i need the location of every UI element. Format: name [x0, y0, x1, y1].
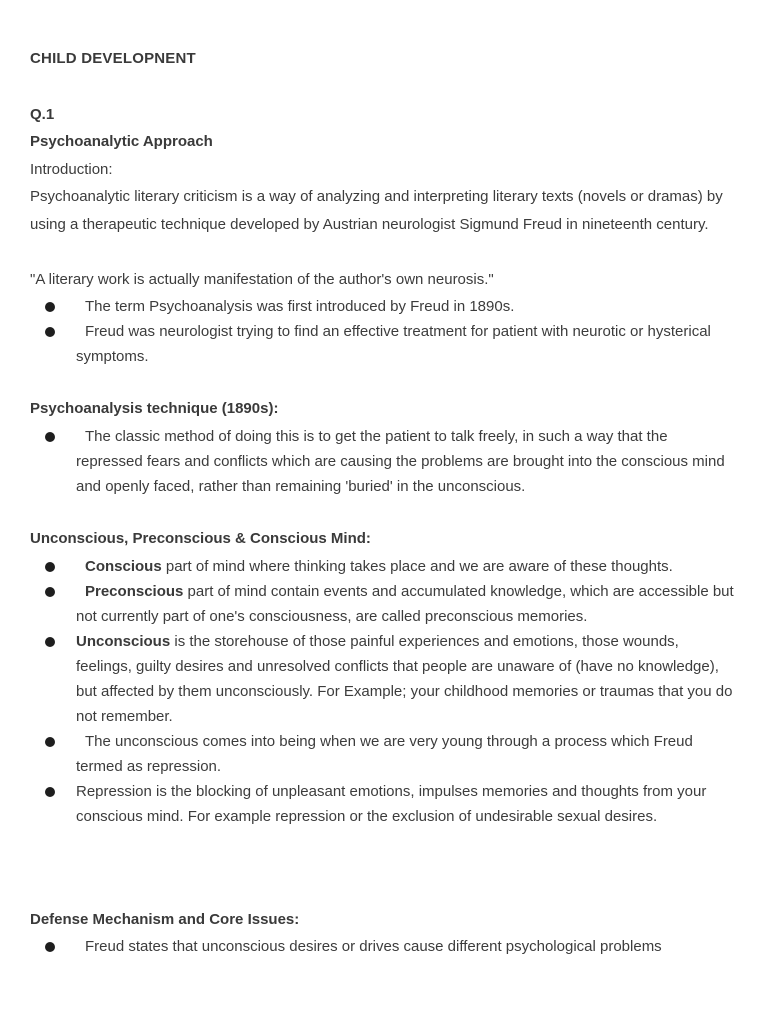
section4-bullet-list: [30, 934, 735, 959]
bullet-dot-icon: [45, 737, 55, 747]
bullet-text: Freud states that unconscious desires or drives cause different psychological problems: [85, 938, 662, 955]
term-unconscious: Unconscious: [76, 633, 171, 650]
section2-bullet-list: [30, 424, 735, 499]
list-item: [30, 729, 735, 779]
list-item: [30, 629, 735, 729]
section1-bullet-list: [30, 294, 735, 369]
bullet-text: is the storehouse of those painful experiences and emotions, those wounds, feelings, guilty desires and unresolved conflicts that people are unaware of (have no knowledge), but affected by them unconsciously. For Example; your childhood memories or traumas that you do not remember.: [76, 633, 733, 725]
list-item: [30, 579, 735, 629]
list-item: [30, 554, 735, 579]
introduction-label: Introduction:: [30, 161, 113, 178]
section-heading-psychoanalytic-approach: Psychoanalytic Approach: [30, 133, 213, 150]
list-item: [30, 294, 735, 319]
bullet-text: The classic method of doing this is to get the patient to talk freely, in such a way that the repressed fears and conflicts which are causing the problems are brought into the conscious mind and openly faced, rather than remaining 'buried' in the unconscious.: [76, 428, 725, 495]
list-item: [30, 934, 735, 959]
bullet-text: The unconscious comes into being when we are very young through a process which Freud termed as repression.: [76, 733, 693, 775]
quote-line: "A literary work is actually manifestation of the author's own neurosis.": [30, 271, 494, 288]
bullet-text: Repression is the blocking of unpleasant emotions, impulses memories and thoughts from your conscious mind. For example repression or the exclusion of undesirable sexual desires.: [76, 783, 707, 825]
list-item: [30, 424, 735, 499]
bullet-dot-icon: [45, 302, 55, 312]
bullet-dot-icon: [45, 327, 55, 337]
section-heading-mind-levels: Unconscious, Preconscious & Conscious Mind:: [30, 530, 371, 547]
section-heading-psychoanalysis-technique: Psychoanalysis technique (1890s):: [30, 400, 279, 417]
section-heading-defense-mechanism: Defense Mechanism and Core Issues:: [30, 911, 300, 928]
bullet-dot-icon: [45, 637, 55, 647]
document-title: CHILD DEVELOPNENT: [30, 50, 196, 67]
bullet-text: Freud was neurologist trying to find an effective treatment for patient with neurotic or hysterical symptoms.: [76, 323, 711, 365]
bullet-dot-icon: [45, 587, 55, 597]
bullet-text: The term Psychoanalysis was first introduced by Freud in 1890s.: [85, 298, 515, 315]
question-number: Q.1: [30, 106, 55, 123]
term-preconscious: Preconscious: [85, 583, 184, 600]
bullet-text: part of mind contain events and accumulated knowledge, which are accessible but not currently part of one's consciousness, are called preconscious memories.: [76, 583, 734, 625]
bullet-text: part of mind where thinking takes place and we are aware of these thoughts.: [161, 558, 673, 575]
bullet-dot-icon: [45, 562, 55, 572]
intro-paragraph: Psychoanalytic literary criticism is a way of analyzing and interpreting literary texts (novels or dramas) by using a therapeutic technique developed by Austrian neurologist Sigmund Freud in nineteenth century.: [30, 188, 723, 233]
bullet-dot-icon: [45, 432, 55, 442]
list-item: [30, 319, 735, 369]
term-conscious: Conscious: [85, 558, 162, 575]
section3-bullet-list: [30, 554, 735, 829]
bullet-dot-icon: [45, 787, 55, 797]
list-item: [30, 779, 735, 829]
bullet-dot-icon: [45, 942, 55, 952]
